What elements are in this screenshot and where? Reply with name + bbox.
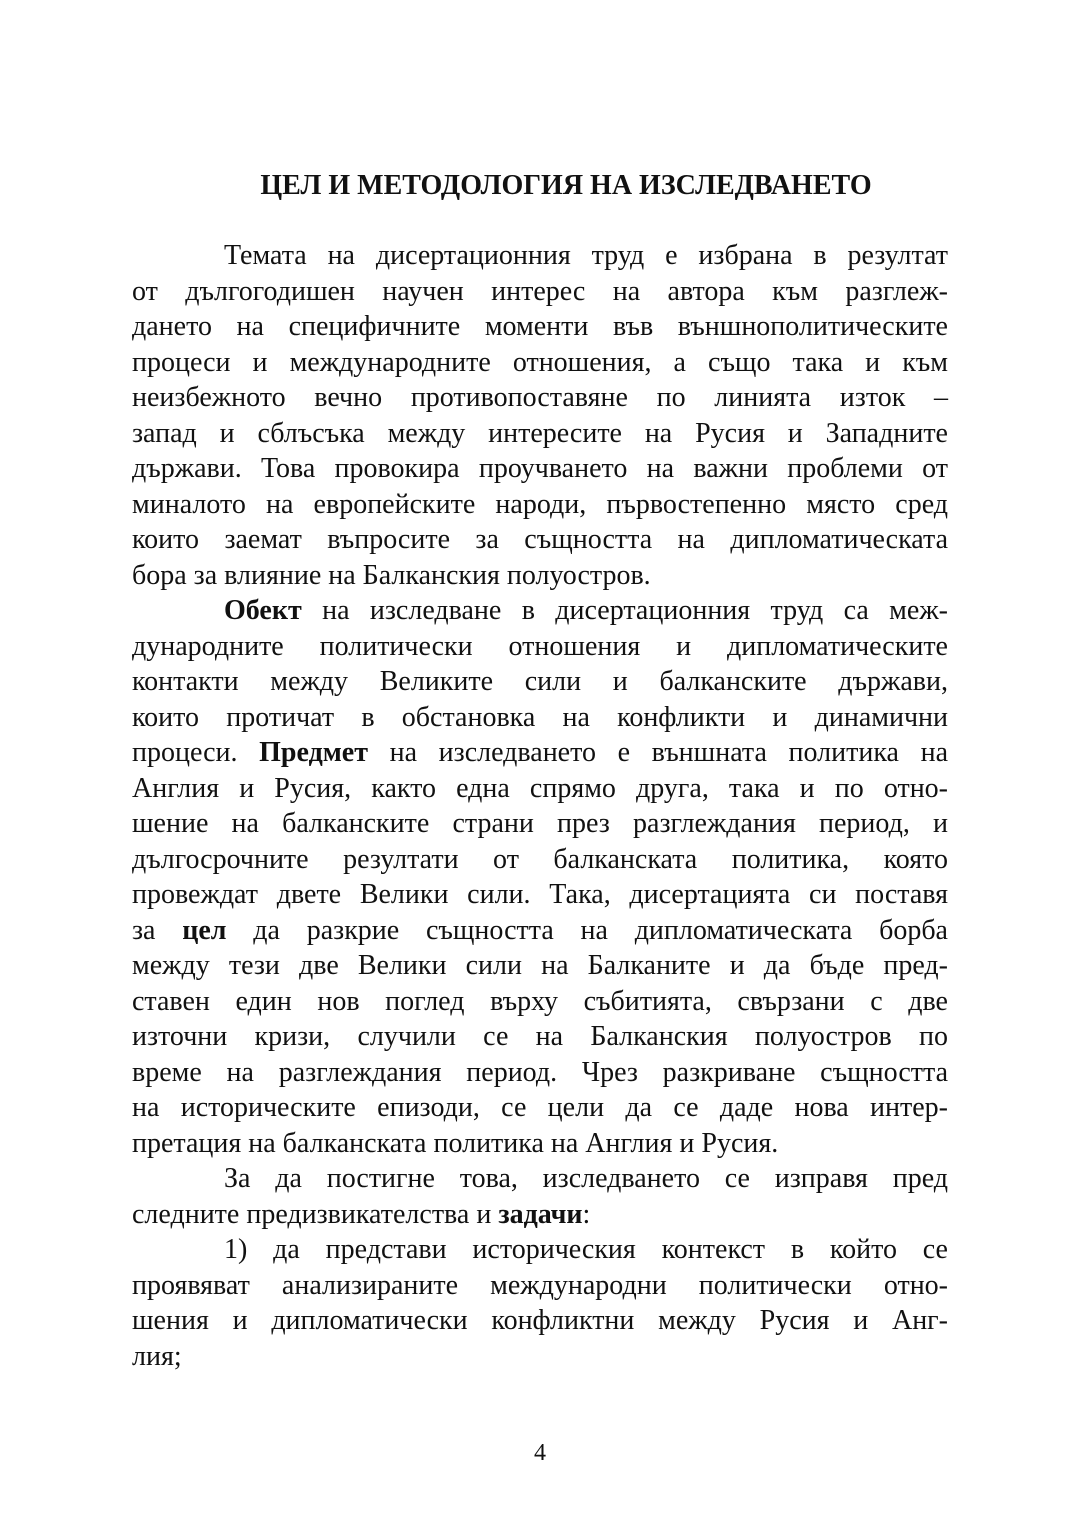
term-object: Обект <box>224 595 302 626</box>
list-item-line: шения и дипломатически конфликтни между Русия и Анг- <box>132 1305 948 1336</box>
text-line: претация на балканската политика на Англия и Русия. <box>132 1127 779 1159</box>
text-line: дългосрочните резултати от балканската политика, която <box>132 843 948 875</box>
list-item-line: лия; <box>132 1340 182 1372</box>
list-item-line: проявяват анализираните международни политически отно- <box>132 1269 948 1301</box>
text-line: Темата на дисертационния труд е избрана в резултат <box>224 240 948 271</box>
text-line: на историческите епизоди, се цели да се даде нова интер- <box>132 1092 948 1123</box>
text-line: За да постигне това, изследването се изправя пред <box>224 1163 948 1194</box>
text-span: на изследването е външната политика на <box>367 737 949 768</box>
page-title: ЦЕЛ И МЕТОДОЛОГИЯ НА ИЗСЛЕДВАНЕТО <box>260 170 872 201</box>
text-line: бора за влияние на Балканския полуостров. <box>132 559 651 591</box>
term-subject: Предмет <box>259 737 368 768</box>
text-line: държави. Това провокира проучването на важни проблеми от <box>132 453 948 484</box>
text-span: на изследване в дисертационния труд са меж- <box>301 595 948 626</box>
text-line: от дългогодишен научен интерес на автора към разглеж- <box>132 275 948 307</box>
text-line <box>132 913 948 949</box>
body-text <box>132 238 948 1374</box>
list-item-line: 1) да представи историческия контекст в който се <box>224 1234 948 1265</box>
text-span: : <box>582 1198 591 1230</box>
text-line <box>132 735 948 771</box>
page-number: 4 <box>534 1440 546 1466</box>
text-span: да разкрие същността на дипломатическата борба <box>226 914 948 946</box>
text-line <box>132 593 948 629</box>
text-line: дународните политически отношения и дипломатическите <box>132 630 948 662</box>
text-line: запад и сблъсъка между интересите на Русия и Западните <box>132 417 948 449</box>
text-line: Англия и Русия, както една спрямо друга, така и по отно- <box>132 772 948 804</box>
text-line <box>132 1197 948 1233</box>
text-line: които заемат въпросите за същността на дипломатическата <box>132 524 948 555</box>
text-line: ставен един нов поглед върху събитията, свързани с две <box>132 985 948 1017</box>
text-line: които протичат в обстановка на конфликти и динамични <box>132 701 948 733</box>
term-tasks: задачи <box>498 1198 583 1230</box>
text-line: между тези две Велики сили на Балканите и да бъде пред- <box>132 950 948 981</box>
text-line: провеждат двете Велики сили. Така, дисертацията си поставя <box>132 879 948 910</box>
text-line: време на разглеждания период. Чрез разкриване същността <box>132 1056 948 1088</box>
text-span: следните предизвикателства и <box>132 1198 499 1230</box>
text-line: неизбежното вечно противопоставяне по линията изток – <box>132 382 948 413</box>
text-span: процеси. <box>132 737 260 768</box>
text-line: източни кризи, случили се на Балканския полуостров по <box>132 1021 948 1052</box>
text-span: за <box>132 914 183 946</box>
term-goal: цел <box>182 914 227 946</box>
text-line: миналото на европейските народи, първостепенно място сред <box>132 488 948 520</box>
text-line: дането на специфичните моменти във външнополитическите <box>132 311 948 342</box>
text-line: процеси и международните отношения, а също така и към <box>132 346 948 378</box>
text-line: контакти между Великите сили и балканските държави, <box>132 666 948 697</box>
text-line: шение на балканските страни през разглеждания период, и <box>132 808 948 839</box>
